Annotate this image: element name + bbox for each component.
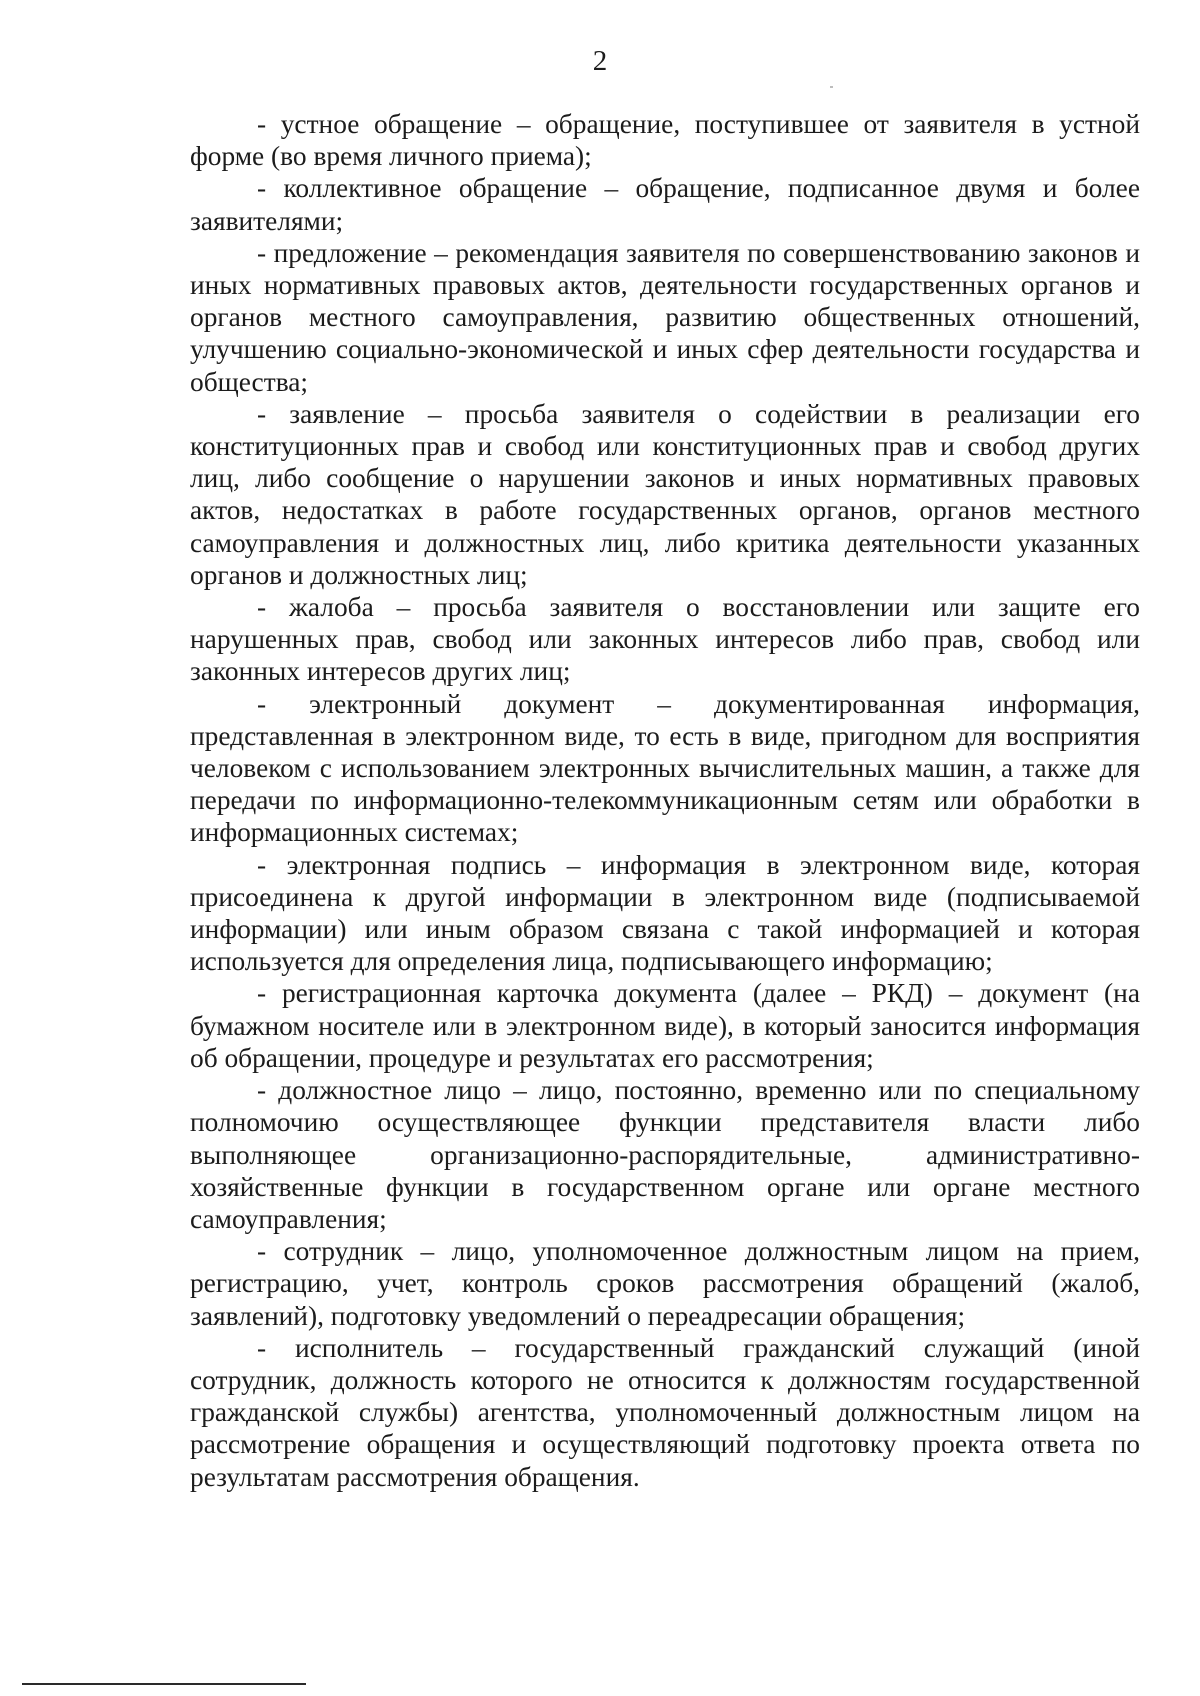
page-number: 2: [592, 45, 608, 77]
footnote-separator: [22, 1683, 306, 1685]
definition-electronic-signature: - электронная подпись – информация в электронном виде, которая присоединена к другой информации в электронном виде (подписываемой информации) или иным образом связана с такой информацией и которая используется для определения лица, подписывающего информацию;: [190, 849, 1140, 977]
scan-speck: [830, 86, 833, 88]
definition-official: - должностное лицо – лицо, постоянно, временно или по специальному полномочию осуществляющее функции представителя власти либо выполняющее организационно-распорядительные, административно-хозяйственные функции в государственном органе или органе местного самоуправления;: [190, 1075, 1140, 1234]
definition-executor: - исполнитель – государственный гражданский служащий (иной сотрудник, должность которого не относится к должностям государственной гражданской службы) агентства, уполномоченный должностным лицом на рассмотрение обращения и осуществляющий подготовку проекта ответа по результатам рассмотрения обращения.: [190, 1332, 1140, 1492]
definition-employee: - сотрудник – лицо, уполномоченное должностным лицом на прием, регистрацию, учет, контроль сроков рассмотрения обращений (жалоб, заявлений), подготовку уведомлений о переадресации обращения;: [190, 1236, 1140, 1331]
definition-statement: - заявление – просьба заявителя о содействии в реализации его конституционных прав и свобод или конституционных прав и свобод других лиц, либо сообщение о нарушении законов и иных нормативных правовых актов, недостатках в работе государственных органов, органов местного самоуправления и должностных лиц, либо критика деятельности указанных органов и должностных лиц;: [190, 398, 1140, 590]
document-body: [190, 108, 1140, 1493]
definition-electronic-document: - электронный документ – документированная информация, представленная в электронном виде, то есть в виде, пригодном для восприятия человеком с использованием электронных вычислительных машин, а также для передачи по информационно-телекоммуникационным сетям или обработки в информационных системах;: [190, 688, 1140, 848]
definition-collective-appeal: - коллективное обращение – обращение, подписанное двумя и более заявителями;: [190, 173, 1140, 236]
definition-proposal: - предложение – рекомендация заявителя по совершенствованию законов и иных нормативных правовых актов, деятельности государственных органов и органов местного самоуправления, развитию общественных отношений, улучшению социально-экономической и иных сфер деятельности государства и общества;: [190, 237, 1140, 397]
definition-complaint: - жалоба – просьба заявителя о восстановлении или защите его нарушенных прав, свобод или законных интересов либо прав, свобод или законных интересов других лиц;: [190, 592, 1140, 687]
definition-oral-appeal: - устное обращение – обращение, поступившее от заявителя в устной форме (во время личного приема);: [190, 109, 1140, 172]
definition-registration-card: - регистрационная карточка документа (далее – РКД) – документ (на бумажном носителе или в электронном виде), в который заносится информация об обращении, процедуре и результатах его рассмотрения;: [190, 978, 1140, 1073]
